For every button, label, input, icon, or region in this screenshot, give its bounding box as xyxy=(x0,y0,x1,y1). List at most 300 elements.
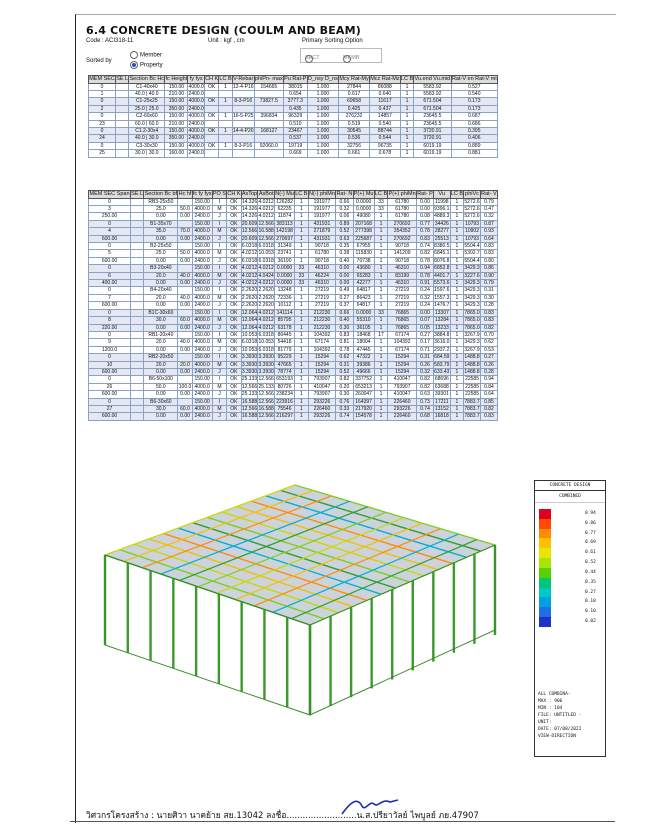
table-cell: 1 xyxy=(295,391,309,398)
table-cell: 0.30 xyxy=(336,391,353,398)
table-cell: 3 xyxy=(89,206,131,213)
table-row[interactable] xyxy=(89,91,498,98)
table-cell: J xyxy=(212,213,226,220)
code-label: Code : ACI318-11 xyxy=(86,38,134,44)
table-cell xyxy=(254,105,283,112)
table-cell: 1 xyxy=(374,324,388,331)
table-cell: 14.326 xyxy=(241,198,258,205)
column-header: Hc hf xyxy=(178,191,192,197)
table-cell: 0.80 xyxy=(480,257,497,264)
3d-structure-view xyxy=(95,480,525,760)
table-cell: 0.20 xyxy=(336,383,353,390)
table-cell xyxy=(116,113,129,120)
table-cell: 1 xyxy=(374,354,388,361)
table-cell: OK xyxy=(227,302,241,309)
table-cell: 0.64 xyxy=(480,235,497,242)
table-row[interactable] xyxy=(89,235,498,242)
table-row[interactable] xyxy=(89,287,498,294)
table-cell: 104392 xyxy=(388,339,417,346)
beam-design-table xyxy=(88,190,498,421)
table-cell: 0.52 xyxy=(336,368,353,375)
table-row[interactable] xyxy=(89,331,498,338)
table-cell: 25.133 xyxy=(241,376,258,383)
table-cell: 1 xyxy=(295,368,309,375)
table-cell: 46310 xyxy=(308,265,336,272)
table-cell: 0.53 xyxy=(480,346,497,353)
table-cell: 0.435 xyxy=(283,105,307,112)
legend-value: 0.86 xyxy=(585,520,596,526)
table-cell: 27219 xyxy=(388,302,417,309)
table-cell: 1 xyxy=(450,228,464,235)
table-cell: 0.30 xyxy=(480,294,497,301)
table-cell: 1 xyxy=(89,91,116,98)
table-cell: 0 xyxy=(89,198,131,205)
column-header: LC B xyxy=(400,76,414,82)
table-cell: 217920 xyxy=(353,405,374,412)
table-cell: 6852.8 xyxy=(434,265,450,272)
table-cell: 0.00 xyxy=(178,346,192,353)
table-cell: 1 xyxy=(295,354,309,361)
table-cell: 0.00 xyxy=(417,206,434,213)
table-cell: 83199 xyxy=(388,272,417,279)
table-cell: 150.00 xyxy=(192,287,212,294)
table-cell: 5573.6 xyxy=(434,280,450,287)
table-cell: 0.07 xyxy=(417,317,434,324)
legend-swatch xyxy=(539,597,551,607)
table-cell xyxy=(131,265,144,272)
table-cell: 4000.0 xyxy=(192,272,212,279)
table-cell: 1 xyxy=(374,243,388,250)
primary-sorting-label: Primary Sorting Option xyxy=(302,38,363,44)
table-cell: 0 xyxy=(89,220,131,227)
table-cell: 0.00 xyxy=(417,198,434,205)
table-cell: 0.510 xyxy=(283,120,307,127)
sorted-by-label: Sorted by xyxy=(86,58,112,64)
table-cell: 0.00 xyxy=(144,368,178,375)
table-cell: 46224 xyxy=(308,272,336,279)
table-cell: 4000.0 xyxy=(188,142,204,149)
table-cell: 96735 xyxy=(369,142,400,149)
table-row[interactable] xyxy=(89,302,498,309)
table-cell: 0.76 xyxy=(336,398,353,405)
table-cell: 150.00 xyxy=(192,198,212,205)
table-cell: 10 xyxy=(89,361,131,368)
table-cell: OK xyxy=(227,280,241,287)
table-cell xyxy=(116,150,129,157)
table-cell: OK xyxy=(227,220,241,227)
table-cell: 150.00 xyxy=(192,398,212,405)
column-header: V-Rebar xyxy=(233,76,254,82)
table-cell: 33 xyxy=(374,198,388,205)
table-row[interactable] xyxy=(89,243,498,250)
table-row[interactable] xyxy=(89,120,498,127)
table-cell: 10.053 xyxy=(258,339,274,346)
table-cell: 2.2620 xyxy=(241,294,258,301)
table-cell: 39386 xyxy=(353,361,374,368)
table-cell: 0.78 xyxy=(417,228,434,235)
table-cell: 1 xyxy=(400,91,413,98)
table-cell: 653213 xyxy=(353,383,374,390)
table-cell: 212230 xyxy=(308,317,336,324)
table-cell: 225687 xyxy=(353,235,374,242)
table-cell: 4.0212 xyxy=(241,265,258,272)
table-cell: 3267.9 xyxy=(464,346,480,353)
table-row[interactable] xyxy=(89,198,498,205)
table-row[interactable] xyxy=(89,98,498,105)
table-cell: 1 xyxy=(374,250,388,257)
table-cell: 2400.0 xyxy=(188,105,204,112)
table-cell: 0.82 xyxy=(480,405,497,412)
table-cell xyxy=(131,257,144,264)
table-cell: 0.74 xyxy=(417,405,434,412)
table-cell: 0.28 xyxy=(480,302,497,309)
table-cell: OK xyxy=(227,413,241,420)
table-cell: 270692 xyxy=(388,220,417,227)
table-cell: 63178 xyxy=(275,324,295,331)
table-cell: 40.0 xyxy=(178,294,192,301)
table-cell: OK xyxy=(204,83,218,90)
table-cell: 4.0212 xyxy=(241,272,258,279)
column-header: LC B xyxy=(374,191,388,197)
table-cell: 2400.0 xyxy=(192,368,212,375)
table-row[interactable] xyxy=(89,324,498,331)
column-header: fc fy fys xyxy=(192,191,212,197)
table-cell: 212230 xyxy=(308,309,336,316)
table-row[interactable] xyxy=(89,294,498,301)
table-cell: 61780 xyxy=(308,250,336,257)
column-header: fy fys xyxy=(189,76,203,82)
table-row[interactable] xyxy=(89,105,498,112)
table-row[interactable] xyxy=(89,257,498,264)
table-row[interactable] xyxy=(89,317,498,324)
legend-value: 0.77 xyxy=(585,530,596,536)
table-cell: 1 xyxy=(400,135,413,142)
table-cell: 150.00 xyxy=(192,376,212,383)
table-cell: 150.00 xyxy=(165,113,188,120)
table-row[interactable] xyxy=(89,309,498,316)
table-row[interactable] xyxy=(89,376,498,383)
table-cell: 0.94 xyxy=(417,265,434,272)
table-cell: 30.0 xyxy=(144,405,178,412)
table-cell: 0.31 xyxy=(480,287,497,294)
table-cell: 13307 xyxy=(434,309,449,316)
table-cell: 0.28 xyxy=(480,368,497,375)
table-row[interactable] xyxy=(89,272,498,279)
table-cell: 191977 xyxy=(308,213,336,220)
table-cell: 2 xyxy=(89,105,116,112)
table-cell: 30545 xyxy=(339,128,370,135)
table-cell: 47445 xyxy=(353,346,374,353)
table-cell: 73827.5 xyxy=(254,98,283,105)
table-cell: 0.40 xyxy=(336,317,353,324)
table-cell: 23645.5 xyxy=(414,113,451,120)
table-cell: 3884.8 xyxy=(434,331,450,338)
table-cell xyxy=(178,309,192,316)
table-cell: 400.00 xyxy=(89,280,131,287)
table-cell: OK xyxy=(227,383,241,390)
table-cell: OK xyxy=(227,287,241,294)
table-cell xyxy=(131,413,144,420)
table-cell: 0.31 xyxy=(417,354,434,361)
table-cell: 49080 xyxy=(353,213,374,220)
table-cell: 0.0000 xyxy=(353,198,374,205)
table-cell: 10902 xyxy=(465,228,479,235)
table-cell: 1597.6 xyxy=(434,287,450,294)
table-cell: 54418 xyxy=(275,339,295,346)
table-cell: 78774 xyxy=(275,368,295,375)
table-cell: 6 xyxy=(89,272,131,279)
table-cell: 0.47 xyxy=(480,206,497,213)
table-cell: OK xyxy=(204,113,218,120)
column-header: Vu.end Vu.mid xyxy=(414,76,451,82)
table-cell: 0 xyxy=(89,265,131,272)
table-cell: 2.2620 xyxy=(241,287,258,294)
table-cell: 0.617 xyxy=(339,91,370,98)
table-cell xyxy=(116,135,129,142)
table-cell: 0.540 xyxy=(369,120,400,127)
table-cell: 0.0000 xyxy=(275,265,295,272)
table-cell: 1 xyxy=(450,361,464,368)
table-cell: 26 xyxy=(89,383,131,390)
table-cell: 0.86 xyxy=(480,265,497,272)
table-cell: 1 xyxy=(450,265,464,272)
table-cell: 0.27 xyxy=(336,294,353,301)
table-cell: 410047 xyxy=(308,383,336,390)
table-cell: 0.06 xyxy=(336,213,353,220)
table-cell: 600.00 xyxy=(89,413,131,420)
table-cell: 6.0318 xyxy=(258,331,274,338)
table-cell: 23467 xyxy=(283,128,307,135)
table-cell: 40.0 | 40.0 xyxy=(129,91,165,98)
table-cell: 293226 xyxy=(308,398,336,405)
table-cell: 16.588 xyxy=(258,228,274,235)
table-cell: 20.0 xyxy=(144,361,178,368)
table-cell: 3720.91 xyxy=(414,128,451,135)
table-row[interactable] xyxy=(89,361,498,368)
column-header: AsBot xyxy=(258,191,274,197)
table-cell xyxy=(178,220,192,227)
table-row[interactable] xyxy=(89,206,498,213)
table-row[interactable] xyxy=(89,250,498,257)
table-cell: 4000.0 xyxy=(192,405,212,412)
table-cell: 410047 xyxy=(388,391,417,398)
table-cell: 207168 xyxy=(353,220,374,227)
table-row[interactable] xyxy=(89,405,498,412)
table-cell xyxy=(178,376,192,383)
table-cell xyxy=(204,105,218,112)
table-cell: 0.66 xyxy=(336,309,353,316)
legend-swatch xyxy=(539,529,551,539)
table-cell: 30.0 xyxy=(144,317,178,324)
table-cell: 6.0318 xyxy=(258,346,274,353)
table-cell xyxy=(131,235,144,242)
table-cell: 1 xyxy=(450,198,464,205)
table-cell: 19719 xyxy=(283,142,307,149)
table-cell: 0.0000 xyxy=(353,309,374,316)
table-row[interactable] xyxy=(89,354,498,361)
table-cell: 0.64 xyxy=(480,391,497,398)
table-cell: 8076.8 xyxy=(434,257,450,264)
table-cell: 0.35 xyxy=(336,243,353,250)
table-cell: 1 xyxy=(450,302,464,309)
table-cell: 0.05 xyxy=(417,324,434,331)
table-cell: 6.0318 xyxy=(258,257,274,264)
table-row[interactable] xyxy=(89,265,498,272)
table-cell: 0 xyxy=(89,398,131,405)
table-cell: RB3-25x50 xyxy=(144,198,178,205)
sort-property-radio[interactable] xyxy=(130,61,163,69)
table-cell: 1 xyxy=(295,198,309,205)
table-cell: 0.71 xyxy=(417,346,434,353)
table-cell: 61780 xyxy=(388,198,417,205)
table-cell: 0.52 xyxy=(336,228,353,235)
table-cell: OK xyxy=(227,250,241,257)
table-cell: 1 xyxy=(450,324,464,331)
table-row[interactable] xyxy=(89,346,498,353)
table-row[interactable] xyxy=(89,228,498,235)
table-cell: 0.82 xyxy=(480,324,497,331)
table-cell: 600.00 xyxy=(89,235,131,242)
table-cell: 4.0212 xyxy=(258,265,274,272)
table-cell: 0.79 xyxy=(480,198,497,205)
legend-color-bar xyxy=(539,509,551,627)
table-row[interactable] xyxy=(89,391,498,398)
table-cell xyxy=(131,243,144,250)
table-cell: 12.566 xyxy=(258,413,274,420)
column-header: N(-) Mu xyxy=(275,191,294,197)
table-row[interactable] xyxy=(89,213,498,220)
table-cell: 6.0318 xyxy=(241,257,258,264)
table-cell: 3.3930 xyxy=(258,368,274,375)
table-cell: 9396.1 xyxy=(434,206,450,212)
table-cell: 3267.9 xyxy=(464,331,480,338)
table-cell: 1 xyxy=(450,413,464,420)
table-row[interactable] xyxy=(89,150,498,157)
table-cell: 0.00 xyxy=(178,235,192,242)
table-cell: 7865.0 xyxy=(464,317,480,324)
table-row[interactable] xyxy=(89,220,498,227)
table-cell: 0.94 xyxy=(480,376,497,383)
table-cell: 15294 xyxy=(388,361,417,368)
table-cell: 86445 xyxy=(275,331,295,338)
table-cell: 0.00 xyxy=(417,309,434,316)
table-cell: 1476.7 xyxy=(434,302,450,309)
table-cell xyxy=(232,105,254,112)
table-cell: 10.053 xyxy=(258,250,274,257)
table-cell: 220.00 xyxy=(89,324,131,331)
table-cell: 25513 xyxy=(434,235,449,242)
table-row[interactable] xyxy=(89,128,498,135)
table-cell: 1 xyxy=(295,383,309,390)
table-cell: 1 xyxy=(374,287,388,294)
table-cell: 216297 xyxy=(276,413,293,420)
table-cell: 33 xyxy=(295,272,309,279)
table-cell: 2400.0 xyxy=(192,213,212,220)
table-cell: M xyxy=(212,405,226,412)
table-cell: 42277 xyxy=(353,280,374,287)
table-cell: 150.00 xyxy=(192,354,212,361)
table-cell: 3720.91 xyxy=(414,135,451,142)
table-cell: 141209 xyxy=(388,250,417,257)
table-cell: 0.686 xyxy=(451,120,498,127)
legend-swatch xyxy=(539,578,551,588)
table-cell: 50.0 xyxy=(144,383,178,390)
table-cell: 4000.0 xyxy=(188,128,204,135)
table-cell: 0 xyxy=(89,287,131,294)
table-cell: 1 xyxy=(450,280,464,287)
table-cell: 14857 xyxy=(369,113,400,120)
table-cell: 4889.3 xyxy=(434,213,450,220)
table-cell: 0.00 xyxy=(178,257,192,264)
table-cell: OK xyxy=(204,98,218,105)
radio-icon xyxy=(130,51,138,59)
table-cell xyxy=(116,120,129,127)
table-row[interactable] xyxy=(89,142,498,149)
table-cell: 15294 xyxy=(308,361,336,368)
table-cell: 4000.0 xyxy=(192,361,212,368)
table-row[interactable] xyxy=(89,398,498,405)
table-cell: 0.81 xyxy=(336,339,353,346)
table-cell: 8 xyxy=(89,317,131,324)
table-row[interactable] xyxy=(89,135,498,142)
table-cell: 0.37 xyxy=(336,302,353,309)
table-cell xyxy=(232,91,254,98)
legend-subtitle: COMBINED xyxy=(535,491,605,503)
table-row[interactable] xyxy=(89,280,498,287)
sect-option-label: SECT xyxy=(305,55,320,61)
table-cell: 2400.0 xyxy=(192,302,212,309)
table-cell: C1.2-30x4 xyxy=(129,128,165,135)
table-cell: 61780 xyxy=(388,206,417,213)
table-row[interactable] xyxy=(89,383,498,390)
table-cell: 1 xyxy=(374,405,388,412)
table-cell: 2.2620 xyxy=(258,294,274,301)
table-cell: 63688 xyxy=(434,383,449,390)
table-cell: 0.89 xyxy=(336,220,353,227)
table-cell: 9 xyxy=(89,339,131,346)
table-cell: 1 xyxy=(450,354,464,361)
table-row[interactable] xyxy=(89,83,498,90)
table-cell: 383113 xyxy=(276,220,293,227)
table-cell: 0.38 xyxy=(336,250,353,257)
table-cell xyxy=(254,120,283,127)
table-cell: 67955 xyxy=(353,243,374,250)
table-cell xyxy=(219,150,232,157)
table-row[interactable] xyxy=(89,368,498,375)
table-cell: RB2-20x50 xyxy=(144,354,178,361)
table-cell: 141114 xyxy=(275,309,295,316)
table-cell: 12.566 xyxy=(258,235,274,242)
table-cell: 1 xyxy=(295,206,309,213)
table-cell: 1488.8 xyxy=(464,354,480,361)
table-row[interactable] xyxy=(89,339,498,346)
legend-swatch xyxy=(539,588,551,598)
table-cell: 1 xyxy=(400,120,413,127)
table-row[interactable] xyxy=(89,413,498,420)
table-cell: 20.609 xyxy=(241,235,258,242)
table-cell: 34426 xyxy=(434,220,449,227)
column-header: MEM SEC Span xyxy=(89,191,130,197)
table-cell: 1 xyxy=(374,383,388,390)
table-cell: 1 xyxy=(400,98,413,105)
sort-member-radio[interactable] xyxy=(130,51,162,59)
table-cell: 271879 xyxy=(308,228,336,235)
table-cell: 0 xyxy=(89,331,131,338)
table-cell: 1 xyxy=(374,376,388,383)
table-cell xyxy=(219,91,232,98)
table-cell: 653193 xyxy=(276,376,293,383)
table-row[interactable] xyxy=(89,113,498,120)
